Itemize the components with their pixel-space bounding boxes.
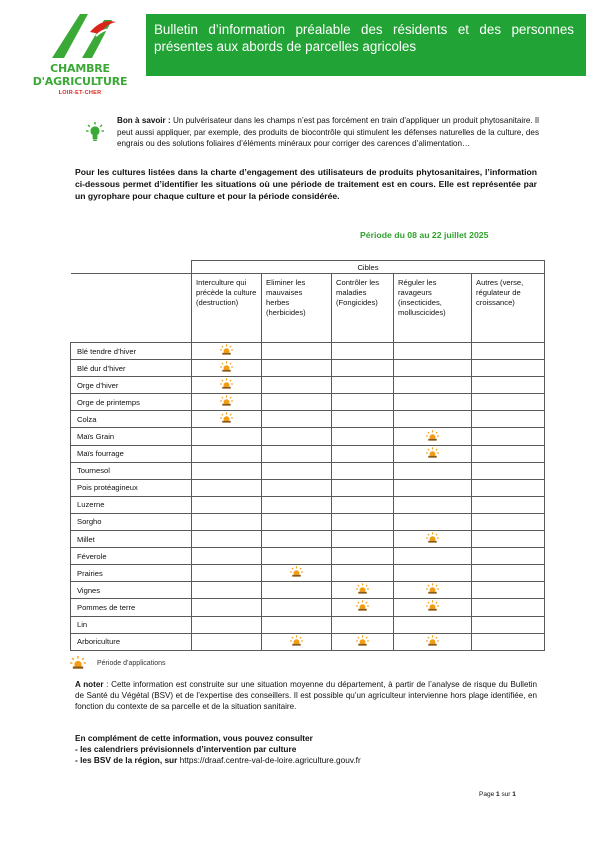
table-row	[71, 633, 545, 650]
table-cell	[394, 360, 472, 377]
table-cell	[472, 394, 545, 411]
table-cell	[262, 565, 332, 582]
note-paragraph	[75, 679, 537, 712]
table-cell	[332, 411, 394, 428]
table-cell	[472, 616, 545, 633]
table-row	[71, 599, 545, 616]
bon-a-savoir-body: Un pulvérisateur dans les champs n’est pas forcément en train d’appliquer un produit phytosanitaire. Il peut aussi appliquer, par exemple, des produits de biocontrôle qui stimulent les défenses naturelles de la culture, des engrais ou des solutions foliaires d’éléments minéraux pour corriger des carences d’alimentation…	[117, 116, 539, 148]
table-cell	[332, 531, 394, 548]
table-cell	[394, 411, 472, 428]
table-cell	[262, 377, 332, 394]
table-cell	[262, 582, 332, 599]
beacon-icon	[426, 435, 439, 444]
table-row	[71, 360, 545, 377]
complement-title	[75, 733, 537, 744]
table-cell	[262, 360, 332, 377]
table-cell	[332, 445, 394, 462]
chambre-agriculture-logo	[30, 6, 130, 101]
table-cell	[472, 513, 545, 530]
table-cell	[192, 531, 262, 548]
table-row	[71, 343, 545, 360]
table-group-header-row	[71, 261, 545, 274]
table-cell	[332, 616, 394, 633]
table-cell	[192, 565, 262, 582]
table-cell	[332, 462, 394, 479]
table-cell	[262, 343, 332, 360]
beacon-icon	[220, 349, 233, 358]
table-cell	[262, 428, 332, 445]
table-cell	[192, 360, 262, 377]
table-row	[71, 394, 545, 411]
table-cell	[262, 479, 332, 496]
crop-name: Féverole	[71, 548, 192, 565]
table-cell	[332, 582, 394, 599]
draaf-link[interactable]: https://draaf.centre-val-de-loire.agriculture.gouv.fr	[177, 754, 361, 765]
table-cell	[394, 531, 472, 548]
table-cell	[262, 548, 332, 565]
table-cell	[192, 343, 262, 360]
bon-a-savoir-text	[117, 115, 539, 150]
table-cell	[394, 428, 472, 445]
table-cell	[332, 360, 394, 377]
complement-item-1-text: - les calendriers prévisionnels d’intervention par culture	[75, 743, 297, 754]
table-cell	[394, 565, 472, 582]
footer-page-num: 1	[496, 791, 500, 798]
table-cell	[192, 616, 262, 633]
table-cell	[332, 479, 394, 496]
complement-item-2-label: - les BSV de la région, sur	[75, 754, 178, 765]
table-cell	[262, 599, 332, 616]
table-cell	[262, 394, 332, 411]
table-cell	[332, 548, 394, 565]
table-cell	[262, 531, 332, 548]
table-cell	[472, 343, 545, 360]
table-cell	[332, 428, 394, 445]
table-cell	[394, 599, 472, 616]
crop-name: Maïs Grain	[71, 428, 192, 445]
legend-label: Période d’applications	[97, 660, 166, 667]
table-cell	[192, 513, 262, 530]
footer-page-word: Page	[479, 791, 495, 798]
table-cell	[332, 633, 394, 650]
table-cell	[394, 513, 472, 530]
table-cell	[262, 616, 332, 633]
crop-name: Pois protéagineux	[71, 479, 192, 496]
table-row	[71, 565, 545, 582]
beacon-icon	[220, 417, 233, 426]
table-cell	[472, 445, 545, 462]
table-cell	[472, 599, 545, 616]
table-cell	[192, 445, 262, 462]
beacon-icon	[220, 400, 233, 409]
beacon-icon	[290, 571, 303, 580]
crop-name: Prairies	[71, 565, 192, 582]
logo-line-2: D'AGRICULTURE	[32, 75, 128, 88]
lightbulb-icon	[86, 122, 104, 142]
table-cell	[472, 479, 545, 496]
table-cell	[394, 548, 472, 565]
beacon-icon	[70, 656, 86, 670]
beacon-icon	[290, 640, 303, 649]
table-cell	[394, 633, 472, 650]
crop-name: Maïs fourrage	[71, 445, 192, 462]
table-cell	[332, 394, 394, 411]
crop-name: Orge de printemps	[71, 394, 192, 411]
table-row	[71, 513, 545, 530]
bon-a-savoir-label: Bon à savoir :	[117, 116, 171, 125]
cibles-header: Cibles	[192, 261, 545, 274]
beacon-icon	[220, 383, 233, 392]
table-cell	[192, 599, 262, 616]
crop-name: Vignes	[71, 582, 192, 599]
table-row	[71, 582, 545, 599]
table-corner	[71, 261, 192, 274]
table-cell	[472, 548, 545, 565]
crop-name: Sorgho	[71, 513, 192, 530]
table-cell	[192, 411, 262, 428]
table-row	[71, 496, 545, 513]
table-row	[71, 411, 545, 428]
table-cell	[262, 633, 332, 650]
table-cell	[394, 582, 472, 599]
table-cell	[332, 496, 394, 513]
table-cell	[472, 565, 545, 582]
crop-name: Millet	[71, 531, 192, 548]
beacon-icon	[356, 640, 369, 649]
period-label: Période du 08 au 22 juillet 2025	[360, 230, 489, 240]
table-row	[71, 479, 545, 496]
table-row	[71, 428, 545, 445]
column-header-autres: Autres (verse, régulateur de croissance)	[472, 274, 545, 343]
treatment-table	[70, 260, 545, 651]
crop-name: Blé dur d’hiver	[71, 360, 192, 377]
table-cell	[192, 582, 262, 599]
table-column-header-row	[71, 274, 545, 343]
footer-total: 1	[512, 791, 516, 798]
beacon-icon	[356, 588, 369, 597]
complement-item-1	[75, 744, 537, 755]
table-cell	[262, 496, 332, 513]
crop-name: Tournesol	[71, 462, 192, 479]
table-row	[71, 531, 545, 548]
table-cell	[472, 633, 545, 650]
crop-name: Luzerne	[71, 496, 192, 513]
table-cell	[394, 462, 472, 479]
column-header-ravageurs: Réguler les ravageurs (insecticides, molluscicides)	[394, 274, 472, 343]
table-cell	[472, 411, 545, 428]
intro-paragraph: Pour les cultures listées dans la charte d’engagement des utilisateurs de produits phytosanitaires, l’information ci-dessous permet d’identifier les situations où une période de traitement est en cours. Elle est représentée par un gyrophare pour chaque culture et pour la période considérée.	[75, 167, 537, 201]
complement-item-2	[75, 755, 537, 766]
table-cell	[192, 633, 262, 650]
column-header-interculture: Interculture qui précède la culture (destruction)	[192, 274, 262, 343]
table-cell	[332, 343, 394, 360]
page-title: Bulletin d’information préalable des résidents et des personnes présentes aux abords de parcelles agricoles	[154, 22, 574, 54]
table-cell	[472, 531, 545, 548]
table-cell	[394, 496, 472, 513]
table-row	[71, 548, 545, 565]
crop-name: Orge d’hiver	[71, 377, 192, 394]
beacon-icon	[356, 605, 369, 614]
table-cell	[262, 445, 332, 462]
table-cell	[262, 462, 332, 479]
complement-section	[75, 733, 537, 765]
beacon-icon	[426, 452, 439, 461]
note-body: : Cette information est construite sur une situation moyenne du département, à partir de l’analyse de risque du Bulletin de Santé du Végétal (BSV) et de l’expertise des conseillers. Il est possible qu’un agriculteur intervienne hors plage identifiée, en fonction du contexte de sa parcelle et de la situation sanitaire.	[75, 680, 537, 711]
beacon-icon	[220, 366, 233, 375]
beacon-icon	[426, 588, 439, 597]
table-cell	[394, 616, 472, 633]
crop-name: Colza	[71, 411, 192, 428]
table-cell	[472, 360, 545, 377]
table-cell	[192, 548, 262, 565]
table-cell	[332, 599, 394, 616]
table-cell	[394, 377, 472, 394]
beacon-icon	[426, 605, 439, 614]
table-cell	[472, 582, 545, 599]
table-cell	[192, 462, 262, 479]
table-cell	[192, 377, 262, 394]
table-cell	[472, 496, 545, 513]
table-cell	[192, 496, 262, 513]
column-header-fongicides: Contrôler les maladies (Fongicides)	[332, 274, 394, 343]
table-cell	[192, 479, 262, 496]
logo-line-1: CHAMBRE	[50, 62, 110, 75]
beacon-icon	[426, 537, 439, 546]
crop-name: Lin	[71, 616, 192, 633]
table-row	[71, 445, 545, 462]
page-footer	[479, 791, 516, 798]
crop-name: Blé tendre d’hiver	[71, 343, 192, 360]
table-cell	[472, 377, 545, 394]
table-cell	[472, 462, 545, 479]
note-label: A noter	[75, 680, 104, 689]
beacon-icon	[426, 640, 439, 649]
table-cell	[394, 394, 472, 411]
crop-name: Pommes de terre	[71, 599, 192, 616]
table-row	[71, 462, 545, 479]
table-cell	[262, 513, 332, 530]
footer-sur: sur	[501, 791, 511, 798]
complement-title-text: En complément de cette information, vous pouvez consulter	[75, 733, 313, 743]
table-cell	[332, 377, 394, 394]
table-cell	[192, 428, 262, 445]
table-cell	[394, 445, 472, 462]
table-cell	[332, 565, 394, 582]
crop-name: Arboriculture	[71, 633, 192, 650]
table-cell	[394, 479, 472, 496]
table-corner	[71, 274, 192, 343]
table-row	[71, 377, 545, 394]
logo-line-3: LOIR-ET-CHER	[58, 90, 102, 96]
table-cell	[472, 428, 545, 445]
column-header-herbicides: Eliminer les mauvaises herbes (herbicides)	[262, 274, 332, 343]
table-row	[71, 616, 545, 633]
table-cell	[332, 513, 394, 530]
table-cell	[394, 343, 472, 360]
table-cell	[262, 411, 332, 428]
logo-emblem-icon	[30, 6, 130, 62]
table-cell	[192, 394, 262, 411]
